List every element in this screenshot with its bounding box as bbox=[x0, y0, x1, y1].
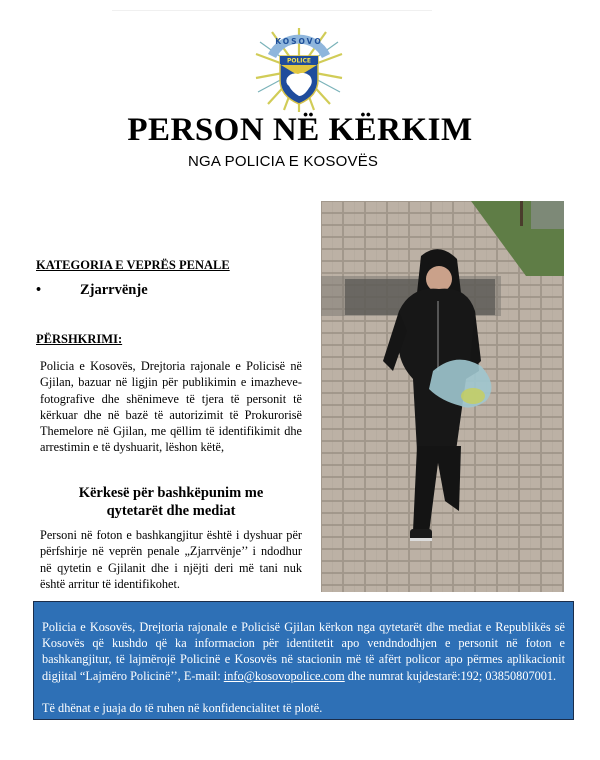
cooperation-request-heading bbox=[36, 484, 306, 520]
request-heading-line-1: Kërkesë për bashkëpunim me bbox=[78, 485, 264, 501]
category-heading: KATEGORIA E VEPRËS PENALE bbox=[36, 258, 230, 272]
top-divider bbox=[112, 10, 432, 11]
page-subtitle: NGA POLICIA E KOSOVËS bbox=[188, 153, 379, 170]
suspect-photo-illustration bbox=[321, 201, 564, 592]
contact-info-text bbox=[42, 619, 565, 684]
logo-text-kosovo: KOSOVO bbox=[275, 37, 323, 46]
description-paragraph: Policia e Kosovës, Drejtoria rajonale e Policisë në Gjilan, bazuar në ligjin për publikimin e imazheve-fotografive dhe shënimeve të tjera të personit të kërkuar dhe në bazë të autorizimit të Prokurorisë Themelore në Gjilan, me qëllim të identifikimit dhe arrestimin e të dyshuarit, lëshon këtë, bbox=[40, 359, 302, 455]
contact-text-before-email: Policia e Kosovës, Drejtoria rajonale e Policisë Gjilan kërkon nga qytetarët dhe mediat e Republikës së Kosovës që kushdo që ka informacion për identitetit apo vendndodhjen e personit në foton e bashkangjitur, të lajmërojë Policinë e Kosovës në stacionin më të afërt policor apo përmes aplikacionit digjital “Lajmëro Policinë’’, E-mail: bbox=[42, 620, 565, 683]
suspect-photo bbox=[321, 201, 564, 592]
kosovo-police-emblem-icon bbox=[254, 26, 344, 112]
logo-text-police: POLICE bbox=[286, 57, 312, 65]
page-title: PERSON NË KËRKIM bbox=[127, 112, 473, 148]
contact-text-after-email: dhe numrat kujdestarë:192; 03850807001. bbox=[344, 668, 557, 683]
bullet-icon: • bbox=[36, 282, 42, 298]
email-link[interactable]: info@kosovopolice.com bbox=[223, 668, 345, 683]
suspect-paragraph: Personi në foton e bashkangjitur është i dyshuar për përfshirje në veprën penale „Zjarrvënje’’ i ndodhur në qytetin e Gjilanit dhe i njëjti deri më tani nuk është arritur të identifikohet. bbox=[40, 528, 302, 591]
contact-info-box bbox=[33, 601, 574, 720]
request-heading-line-2: qytetarët dhe mediat bbox=[106, 503, 236, 519]
confidentiality-note: Të dhënat e juaja do të ruhen në konfidencialitet të plotë. bbox=[42, 700, 323, 715]
description-heading: PËRSHKRIMI: bbox=[36, 332, 123, 346]
category-item-label: Zjarrvënje bbox=[80, 282, 148, 298]
category-list-item bbox=[36, 282, 148, 299]
